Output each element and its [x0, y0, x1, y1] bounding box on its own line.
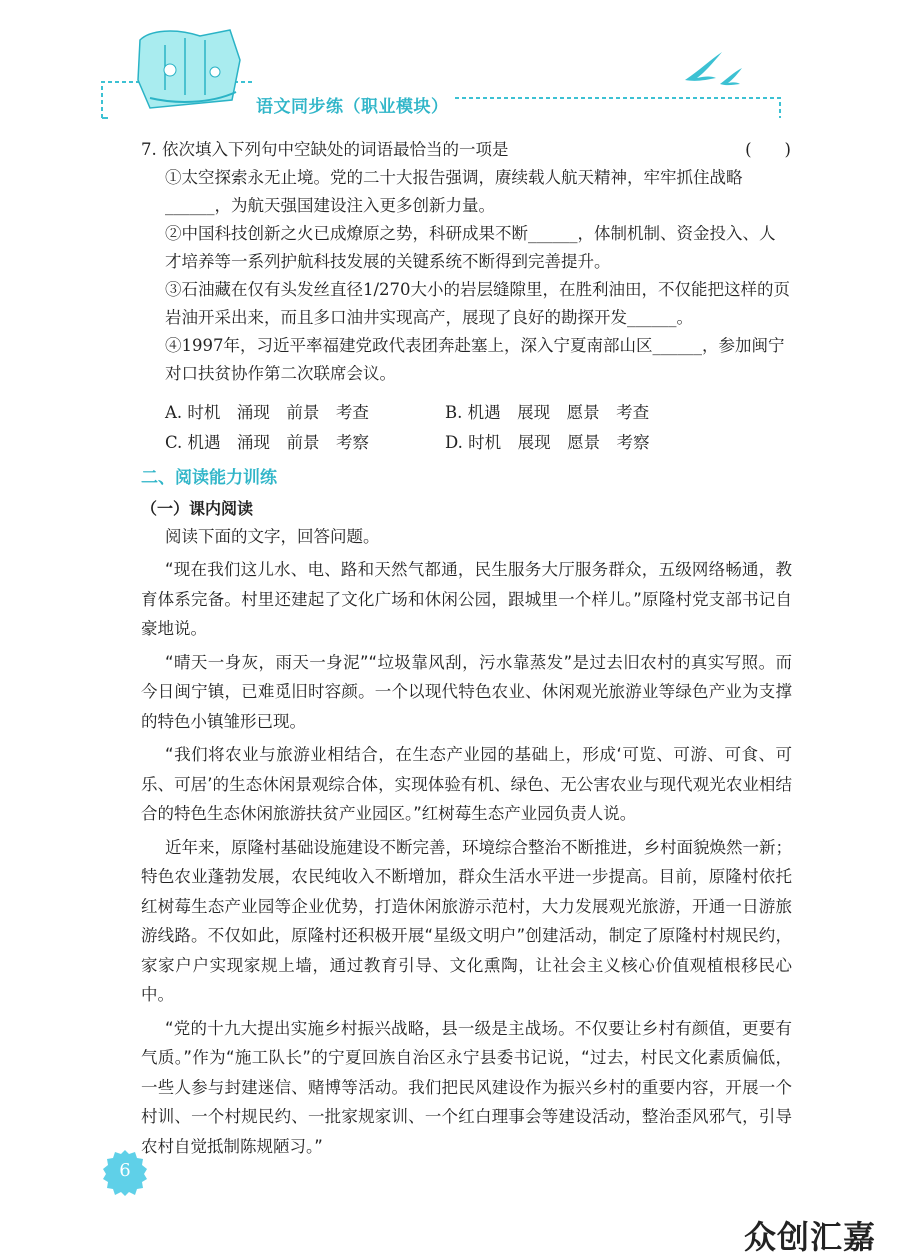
question-stem: 7. 依次填入下列句中空缺处的词语最恰当的一项是 [141, 140, 509, 159]
header-decoration [0, 0, 899, 130]
ship-illustration-icon [138, 30, 240, 108]
question-7 [141, 136, 791, 388]
reading-instruction: 阅读下面的文字，回答问题。 [165, 527, 380, 546]
option-c: C. 机遇 涌现 前景 考察 [165, 433, 370, 452]
seagull-icon [685, 52, 742, 85]
sub-section-title: （一）课内阅读 [141, 499, 254, 518]
question-sentence: ①太空探索永无止境。党的二十大报告强调，赓续载人航天精神，牢牢抓住战略______，为航天强国建设注入更多创新力量。 [165, 168, 743, 215]
answer-paren: ( ) [745, 140, 791, 159]
section-title: 二、阅读能力训练 [141, 468, 277, 488]
page-header [0, 0, 899, 130]
reading-paragraph: “现在我们这儿水、电、路和天然气都通，民生服务大厅服务群众，五级网络畅通，教育体系完备。村里还建起了文化广场和休闲公园，跟城里一个样儿。”原隆村党支部书记自豪地说。 [141, 560, 792, 638]
reading-paragraph: 近年来，原隆村基础设施建设不断完善，环境综合整治不断推进，乡村面貌焕然一新；特色农业蓬勃发展，农民纯收入不断增加，群众生活水平进一步提高。目前，原隆村依托红树莓生态产业园等企业优势，打造休闲旅游示范村，大力发展观光旅游，开通一日游旅游线路。不仅如此，原隆村还积极开展“星级文明户”创建活动，制定了原隆村村规民约，家家户户实现家规上墙，通过教育引导、文化熏陶，让社会主义核心价值观植根移民心中。 [141, 837, 792, 1004]
question-sentence: ②中国科技创新之火已成燎原之势，科研成果不断______，体制机制、资金投入、人才培养等一系列护航科技发展的关键系统不断得到完善提升。 [165, 224, 776, 271]
question-sentence: ④1997年，习近平率福建党政代表团奔赴塞上，深入宁夏南部山区______，参加闽宁对口扶贫协作第二次联席会议。 [165, 336, 785, 383]
watermark-text: 众创汇嘉 [744, 1218, 877, 1256]
reading-paragraph: “党的十九大提出实施乡村振兴战略，县一级是主战场。不仅要让乡村有颜值，更要有气质。”作为“施工队长”的宁夏回族自治区永宁县委书记说，“过去，村民文化素质偏低，一些人参与封建迷信、赌博等活动。我们把民风建设作为振兴乡村的重要内容，开展一个村训、一个村规民约、一批家规家训、一个红白理事会等建设活动，整治歪风邪气，引导农村自觉抵制陈规陋习。” [141, 1018, 792, 1156]
option-b: B. 机遇 展现 愿景 考查 [445, 403, 650, 422]
question-sentence: ③石油藏在仅有头发丝直径1/270大小的岩层缝隙里，在胜利油田，不仅能把这样的页岩油开采出来，而且多口油井实现高产，展现了良好的勘探开发______。 [165, 280, 791, 327]
reading-paragraph: “晴天一身灰，雨天一身泥”“垃圾靠风刮，污水靠蒸发”是过去旧农村的真实写照。而今日闽宁镇，已难觅旧时容颜。一个以现代特色农业、休闲观光旅游业等绿色产业为支撑的特色小镇雏形已现。 [141, 652, 792, 731]
header-title: 语文同步练（职业模块） [256, 97, 449, 117]
option-a: A. 时机 涌现 前景 考查 [165, 403, 369, 422]
reading-passage [141, 555, 792, 1165]
answer-options [165, 398, 725, 458]
reading-paragraph: “我们将农业与旅游业相结合，在生态产业园的基础上，形成‘可览、可游、可食、可乐、可居’的生态休闲景观综合体，实现体验有机、绿色、无公害农业与现代观光农业相结合的特色生态休闲旅游扶贫产业园区。”红树莓生态产业园负责人说。 [141, 745, 792, 823]
page-number: 6 [119, 1160, 131, 1181]
option-d: D. 时机 展现 愿景 考察 [445, 433, 650, 452]
